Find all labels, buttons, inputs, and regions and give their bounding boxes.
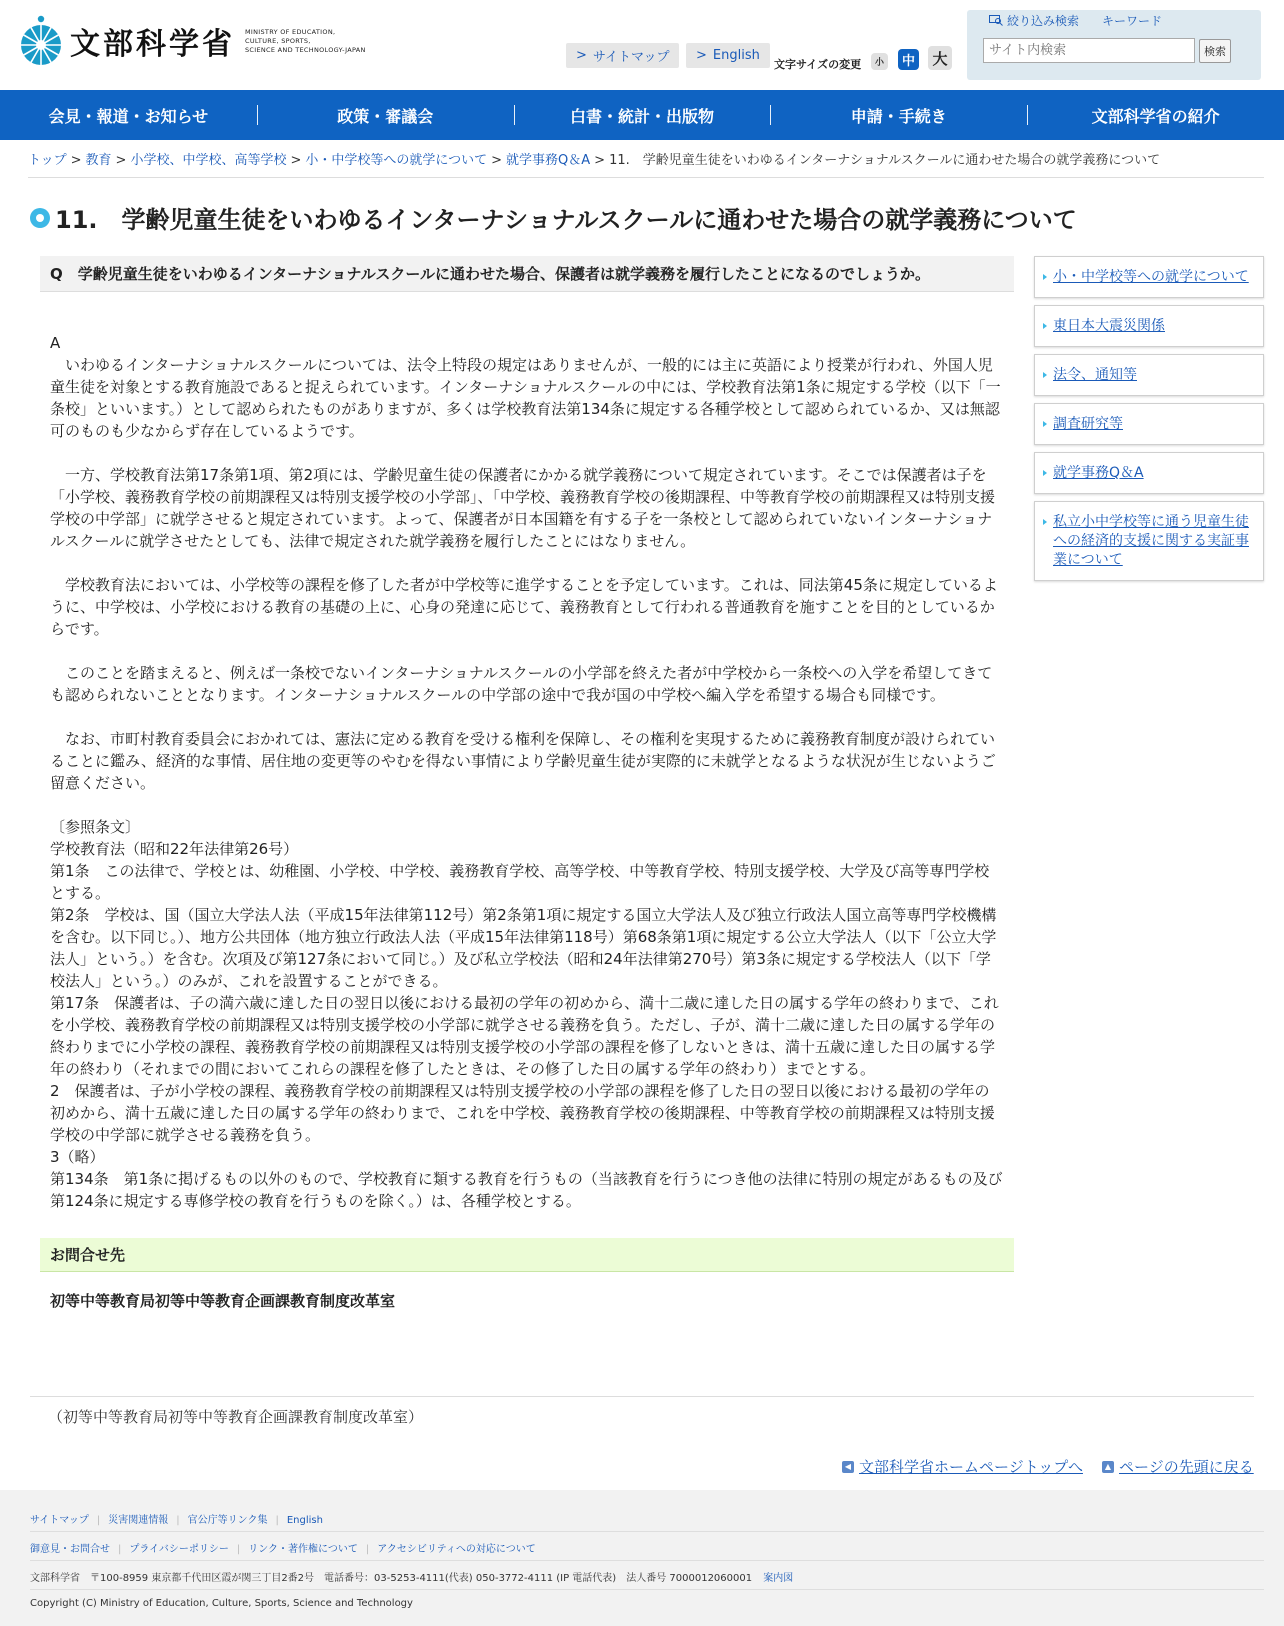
site-footer bbox=[0, 1490, 1284, 1626]
sidebar-item-earthquake[interactable]: 東日本大震災関係 bbox=[1034, 305, 1264, 347]
answer-paragraph: このことを踏まえると、例えば一条校でないインターナショナルスクールの小学部を終えた者が中学校から一条校への入学を希望してきても認められないこととなります。インターナショナルスクールの中学部の途中で我が国の中学校へ編入学を希望する場合も同様です。 bbox=[50, 664, 993, 704]
main-content bbox=[40, 256, 1014, 1329]
answer-paragraph: いわゆるインターナショナルスクールについては、法令上特段の規定はありませんが、一般的には主に英語により授業が行われ、外国人児童生徒を対象とする教育施設であると捉えられています。インターナショナルスクールの中には、学校教育法第1条に規定する学校（以下「一条校」といいます。）として認められたものがありますが、多くは学校教育法第134条に規定する各種学校として認められているか、又は無認可のものも少なからず存在しているようです。 bbox=[50, 356, 1001, 440]
footer-link-privacy[interactable]: プライバシーポリシー bbox=[129, 1544, 229, 1555]
logo-japanese-text: 文部科学省 bbox=[70, 27, 235, 62]
font-size-medium-button[interactable]: 中 bbox=[898, 49, 919, 70]
answer-paragraph: 一方、学校教育法第17条第1項、第2項には、学齢児童生徒の保護者にかかる就学義務について規定されています。そこでは保護者は子を「小学校、義務教育学校の前期課程又は特別支援学校の小学部」、「中学校、義務教育学校の後期課程、中等教育学校の前期課程又は特別支援学校の中学部」に就学させると規定されています。よって、保護者が日本国籍を有する子を一条校として認められていないインターナショナルスクールに就学させたとしても、法律で規定された就学義務を履行したことにはなりません。 bbox=[50, 466, 996, 550]
statute-line: 第2条 学校は、国（国立大学法人法（平成15年法律第112号）第2条第1項に規定する国立大学法人及び独立行政法人国立高等専門学校機構を含む。以下同じ。）、地方公共団体（地方独立行政法人法（平成15年法律第118号）第68条第1項に規定する公立大学法人（以下「公立大学法人」という。）を含む。次項及び第127条において同じ。）及び私立学校法（昭和24年法律第270号）第3条に規定する学校法人（以下「学校法人」という。）のみが、これを設置することができる。 bbox=[50, 906, 997, 990]
answer-label: A bbox=[50, 334, 61, 352]
footer-link-sitemap[interactable]: サイトマップ bbox=[30, 1515, 89, 1526]
question-heading: Q 学齢児童生徒をいわゆるインターナショナルスクールに通わせた場合、保護者は就学義務を履行したことになるのでしょうか。 bbox=[40, 256, 1014, 292]
back-to-top-link[interactable]: ▲ ページの先頭に戻る bbox=[1102, 1456, 1254, 1477]
statute-line: 2 保護者は、子が小学校の課程、義務教育学校の前期課程又は特別支援学校の小学部の課程を修了した日の翌日以後における最初の学年の初めから、満十五歳に達した日の属する学年の終わりまで、これを中学校、義務教育学校の後期課程、中等教育学校の前期課程又は特別支援学校の中学部に就学させる義務を負う。 bbox=[50, 1082, 995, 1144]
footer-link-disaster[interactable]: 災害関連情報 bbox=[108, 1515, 169, 1526]
arrow-up-icon: ▲ bbox=[1102, 1461, 1114, 1473]
title-bullet-icon bbox=[30, 208, 50, 228]
answer-body bbox=[40, 292, 1014, 1212]
global-nav bbox=[0, 90, 1284, 140]
filter-search-tab[interactable]: 絞り込み検索 bbox=[989, 12, 1079, 29]
statute-line: 3（略） bbox=[50, 1148, 105, 1166]
sidebar-item-private-school-support[interactable]: 私立小中学校等に通う児童生徒への経済的支援に関する実証事業について bbox=[1034, 501, 1264, 581]
breadcrumb-current: 11. 学齢児童生徒をいわゆるインターナショナルスクールに通わせた場合の就学義務について bbox=[609, 153, 1161, 168]
footer-link-copyright[interactable]: リンク・著作権について bbox=[248, 1544, 358, 1555]
arrow-left-icon: ◀ bbox=[842, 1461, 854, 1473]
content-divider bbox=[30, 1396, 1254, 1397]
nav-item-policy[interactable]: 政策・審議会 bbox=[257, 90, 514, 140]
statute-line: 学校教育法（昭和22年法律第26号） bbox=[50, 840, 299, 858]
sidebar-item-enrollment[interactable]: 小・中学校等への就学について bbox=[1034, 256, 1264, 298]
contact-heading: お問合せ先 bbox=[40, 1238, 1014, 1272]
breadcrumb: トップ > 教育 > 小学校、中学校、高等学校 > 小・中学校等への就学について > 就学事務Q＆A > 11. 学齢児童生徒をいわゆるインターナショナルスクールに通わせた場合の就学義務について bbox=[28, 149, 1264, 178]
answer-paragraph: なお、市町村教育委員会におかれては、憲法に定める教育を受ける権利を保障し、その権利を実現するために義務教育制度が設けられていることに鑑み、経済的な事情、居住地の変更等のやむを得ない事情により学齢児童生徒が実際的に未就学となるような状況が生じないようご留意ください。 bbox=[50, 730, 996, 792]
statute-line: 第17条 保護者は、子の満六歳に達した日の翌日以後における最初の学年の初めから、満十二歳に達した日の属する学年の終わりまで、これを小学校、義務教育学校の前期課程又は特別支援学校の小学部に就学させる義務を負う。ただし、子が、満十二歳に達した日の属する学年の終わりまでに小学校の課程、義務教育学校の前期課程又は特別支援学校の小学部の課程を修了しないときは、満十五歳に達した日の属する学年の終わり（それまでの間においてこれらの課程を修了したときは、その修了した日の属する学年の終わり）までとする。 bbox=[50, 994, 999, 1078]
statute-line: 〔参照条文〕 bbox=[50, 818, 141, 836]
footer-links-secondary: 御意見・お問合せ | プライバシーポリシー | リンク・著作権について | アクセシビリティへの対応について bbox=[30, 1544, 536, 1555]
sitemap-button[interactable]: > サイトマップ bbox=[566, 43, 679, 68]
sidebar-item-laws[interactable]: 法令、通知等 bbox=[1034, 354, 1264, 396]
logo-sunburst-icon bbox=[20, 14, 62, 68]
breadcrumb-link-schools[interactable]: 小学校、中学校、高等学校 bbox=[130, 153, 287, 168]
sidebar-item-qa[interactable]: 就学事務Q＆A bbox=[1034, 452, 1264, 494]
footer-link-map[interactable]: 案内図 bbox=[763, 1573, 794, 1584]
answer-paragraph: 学校教育法においては、小学校等の課程を修了した者が中学校等に進学することを予定しています。これは、同法第45条に規定しているように、中学校は、小学校における教育の基礎の上に、心身の発達に応じて、義務教育として行われる普通教育を施すことを目的としているからです。 bbox=[50, 576, 998, 638]
footer-address: 文部科学省 〒100-8959 東京都千代田区霞が関三丁目2番2号 電話番号：03-5253-4111(代表) 050-3772-4111 (IP 電話代表) 法人番号 7000012060001 案内図 bbox=[30, 1573, 794, 1584]
font-size-large-button[interactable]: 大 bbox=[928, 46, 952, 70]
nav-item-press[interactable]: 会見・報道・お知らせ bbox=[48, 106, 209, 126]
search-button[interactable]: 検索 bbox=[1199, 39, 1231, 63]
chevron-right-icon: > bbox=[576, 48, 587, 63]
filter-search-icon bbox=[989, 15, 1003, 26]
nav-item-applications[interactable]: 申請・手続き bbox=[770, 90, 1027, 140]
page-heading: 11. 学齢児童生徒をいわゆるインターナショナルスクールに通わせた場合の就学義務について bbox=[55, 206, 1077, 234]
logo-english-text: MINISTRY OF EDUCATION, CULTURE, SPORTS, SCIENCE AND TECHNOLOGY-JAPAN bbox=[245, 27, 366, 54]
font-size-small-button[interactable]: 小 bbox=[871, 53, 888, 70]
site-search-input[interactable] bbox=[983, 38, 1195, 63]
nav-item-about[interactable]: 文部科学省の紹介 bbox=[1027, 90, 1284, 140]
breadcrumb-link-qa[interactable]: 就学事務Q＆A bbox=[506, 153, 591, 168]
sidebar bbox=[1034, 256, 1264, 588]
home-top-link[interactable]: ◀ 文部科学省ホームページトップへ bbox=[842, 1456, 1083, 1477]
breadcrumb-link-top[interactable]: トップ bbox=[28, 153, 67, 168]
footer-links-primary: サイトマップ | 災害関連情報 | 官公庁等リンク集 | English bbox=[30, 1515, 323, 1526]
breadcrumb-link-education[interactable]: 教育 bbox=[85, 153, 112, 168]
footer-link-accessibility[interactable]: アクセシビリティへの対応について bbox=[377, 1544, 536, 1555]
site-search bbox=[967, 10, 1261, 80]
keyword-search-tab[interactable]: キーワード bbox=[1102, 14, 1163, 28]
statute-line: 第1条 この法律で、学校とは、幼稚園、小学校、中学校、義務教育学校、高等学校、中等教育学校、特別支援学校、大学及び高等専門学校とする。 bbox=[50, 862, 990, 902]
mext-logo[interactable] bbox=[20, 14, 366, 68]
footer-link-english[interactable]: English bbox=[286, 1515, 323, 1526]
english-button[interactable]: > English bbox=[686, 43, 770, 68]
footer-link-contact[interactable]: 御意見・お問合せ bbox=[30, 1544, 110, 1555]
footer-copyright: Copyright (C) Ministry of Education, Culture, Sports, Science and Technology bbox=[30, 1598, 413, 1609]
footer-link-government-links[interactable]: 官公庁等リンク集 bbox=[187, 1515, 268, 1526]
font-size-label: 文字サイズの変更 bbox=[774, 58, 862, 71]
chevron-right-icon: > bbox=[696, 48, 707, 63]
contact-department: 初等中等教育局初等中等教育企画課教育制度改革室 bbox=[50, 1292, 396, 1310]
statute-line: 第134条 第1条に掲げるもの以外のもので、学校教育に類する教育を行うもの（当該教育を行うにつき他の法律に特別の規定があるもの及び第124条に規定する専修学校の教育を行うものを除く。）は、各種学校とする。 bbox=[50, 1170, 1003, 1210]
sidebar-item-research[interactable]: 調査研究等 bbox=[1034, 403, 1264, 445]
page-title bbox=[30, 200, 1077, 235]
site-header bbox=[0, 0, 1284, 90]
nav-item-publications[interactable]: 白書・統計・出版物 bbox=[514, 90, 771, 140]
department-credit: （初等中等教育局初等中等教育企画課教育制度改革室） bbox=[48, 1408, 424, 1426]
referenced-statutes bbox=[50, 816, 1004, 1212]
breadcrumb-link-enrollment[interactable]: 小・中学校等への就学について bbox=[305, 153, 488, 168]
